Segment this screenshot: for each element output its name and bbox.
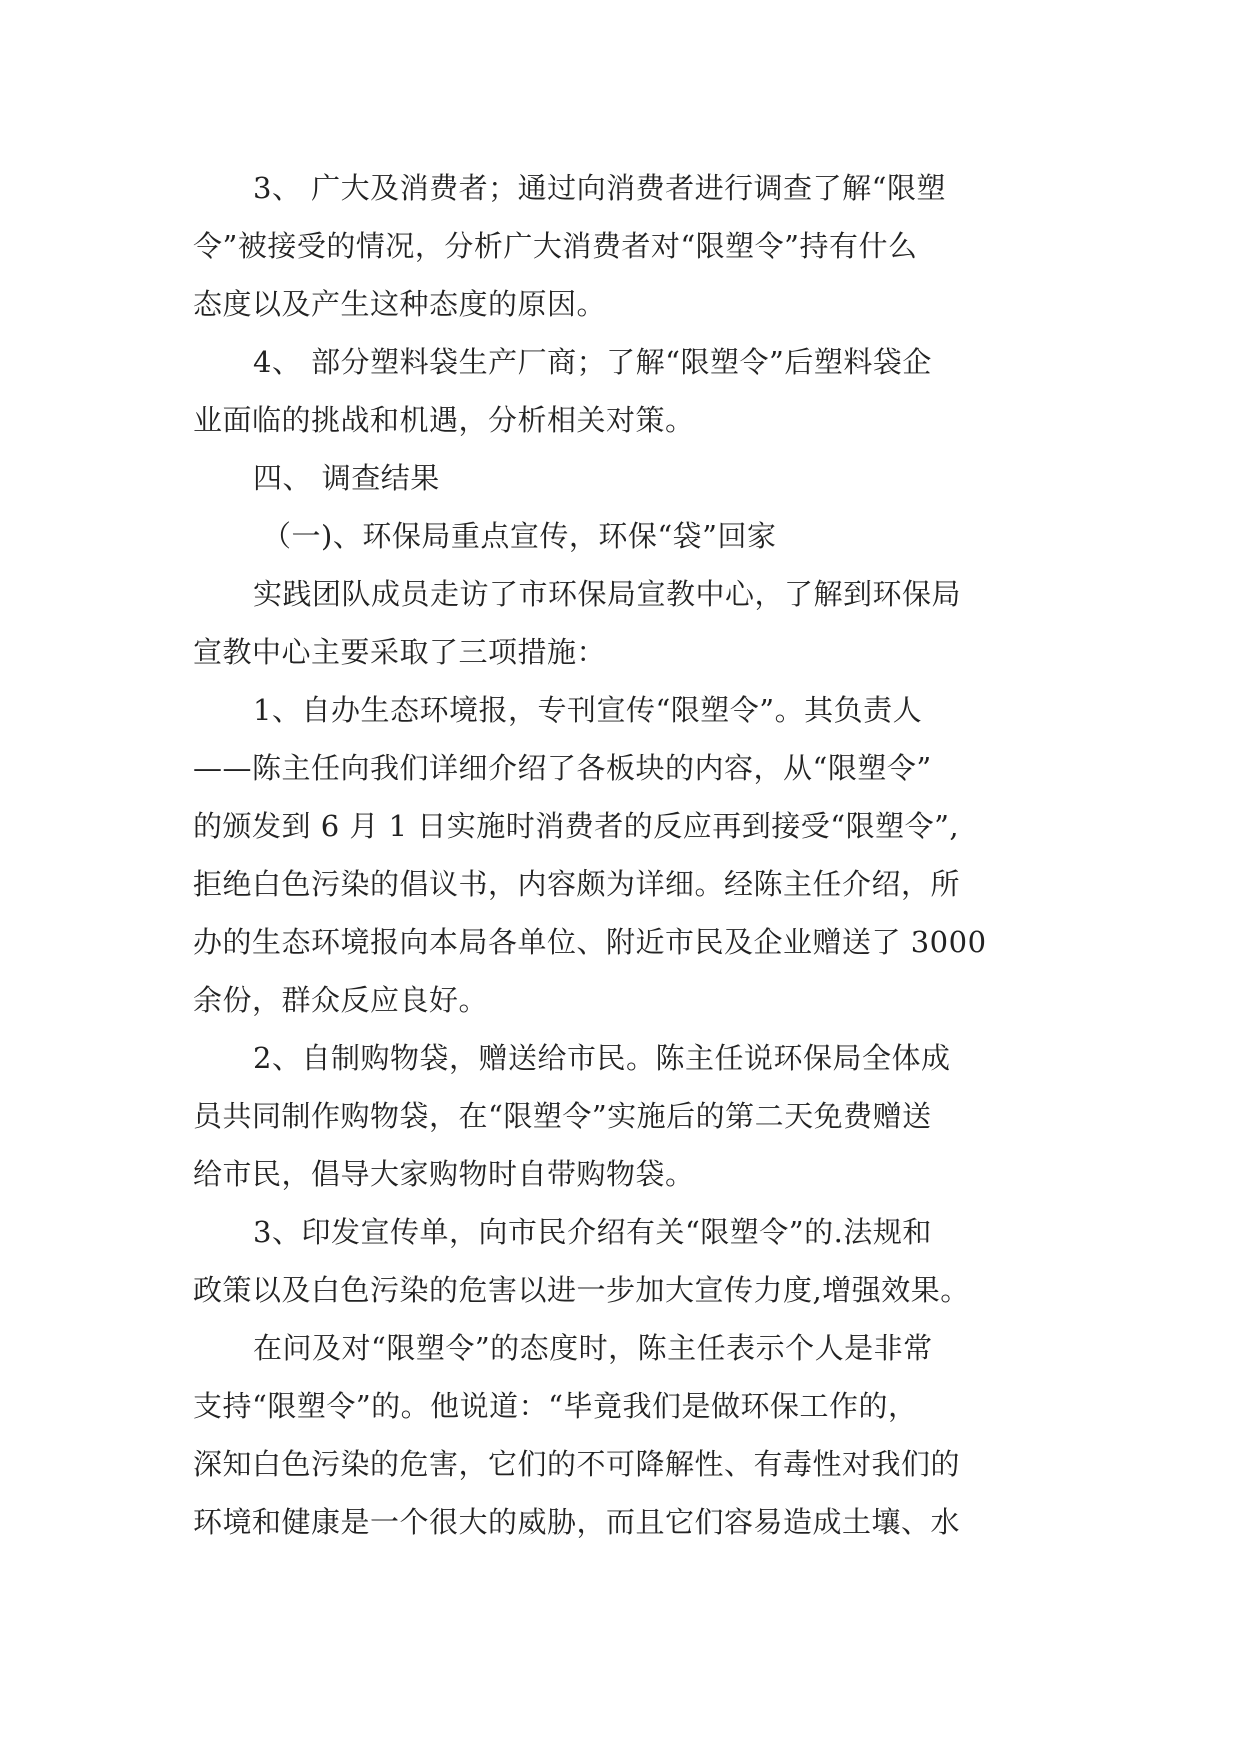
paragraph-line: 业面临的挑战和机遇，分析相关对策。 [193, 403, 695, 437]
paragraph-line: 给市民，倡导大家购物时自带购物袋。 [193, 1157, 695, 1191]
paragraph-line: 实践团队成员走访了市环保局宣教中心，了解到环保局 [253, 577, 962, 611]
paragraph-line: 在问及对“限塑令”的态度时，陈主任表示个人是非常 [253, 1331, 933, 1365]
paragraph-line: 1、自办生态环境报，专刊宣传“限塑令”。其负责人 [253, 693, 923, 727]
paragraph-line: 办的生态环境报向本局各单位、附近市民及企业赠送了 3000 [193, 925, 987, 959]
paragraph-line: 令”被接受的情况，分析广大消费者对“限塑令”持有什么 [193, 229, 918, 263]
paragraph-line: 3、 广大及消费者；通过向消费者进行调查了解“限塑 [253, 171, 946, 205]
section-heading: 四、 调查结果 [253, 461, 440, 495]
paragraph-line: 环境和健康是一个很大的威胁，而且它们容易造成土壤、水 [193, 1505, 961, 1539]
paragraph-line: 政策以及白色污染的危害以进一步加大宣传力度,增强效果。 [193, 1273, 970, 1307]
paragraph-line: 支持“限塑令”的。他说道：“毕竟我们是做环保工作的， [193, 1389, 918, 1423]
paragraph-line: 余份，群众反应良好。 [193, 983, 489, 1017]
paragraph-line: ——陈主任向我们详细介绍了各板块的内容，从“限塑令” [193, 751, 932, 785]
paragraph-line: 3、印发宣传单，向市民介绍有关“限塑令”的.法规和 [253, 1215, 932, 1249]
paragraph-line: 的颁发到 6 月 1 日实施时消费者的反应再到接受“限塑令”, [193, 809, 960, 843]
subsection-heading: （一)、环保局重点宣传，环保“袋”回家 [262, 519, 777, 553]
paragraph-line: 态度以及产生这种态度的原因。 [193, 287, 607, 321]
paragraph-line: 拒绝白色污染的倡议书，内容颇为详细。经陈主任介绍，所 [193, 867, 961, 901]
paragraph-line: 宣教中心主要采取了三项措施： [193, 635, 607, 669]
paragraph-line: 2、自制购物袋，赠送给市民。陈主任说环保局全体成 [253, 1041, 951, 1075]
paragraph-line: 4、 部分塑料袋生产厂商；了解“限塑令”后塑料袋企 [253, 345, 932, 379]
paragraph-line: 员共同制作购物袋，在“限塑令”实施后的第二天免费赠送 [193, 1099, 932, 1133]
paragraph-line: 深知白色污染的危害，它们的不可降解性、有毒性对我们的 [193, 1447, 961, 1481]
